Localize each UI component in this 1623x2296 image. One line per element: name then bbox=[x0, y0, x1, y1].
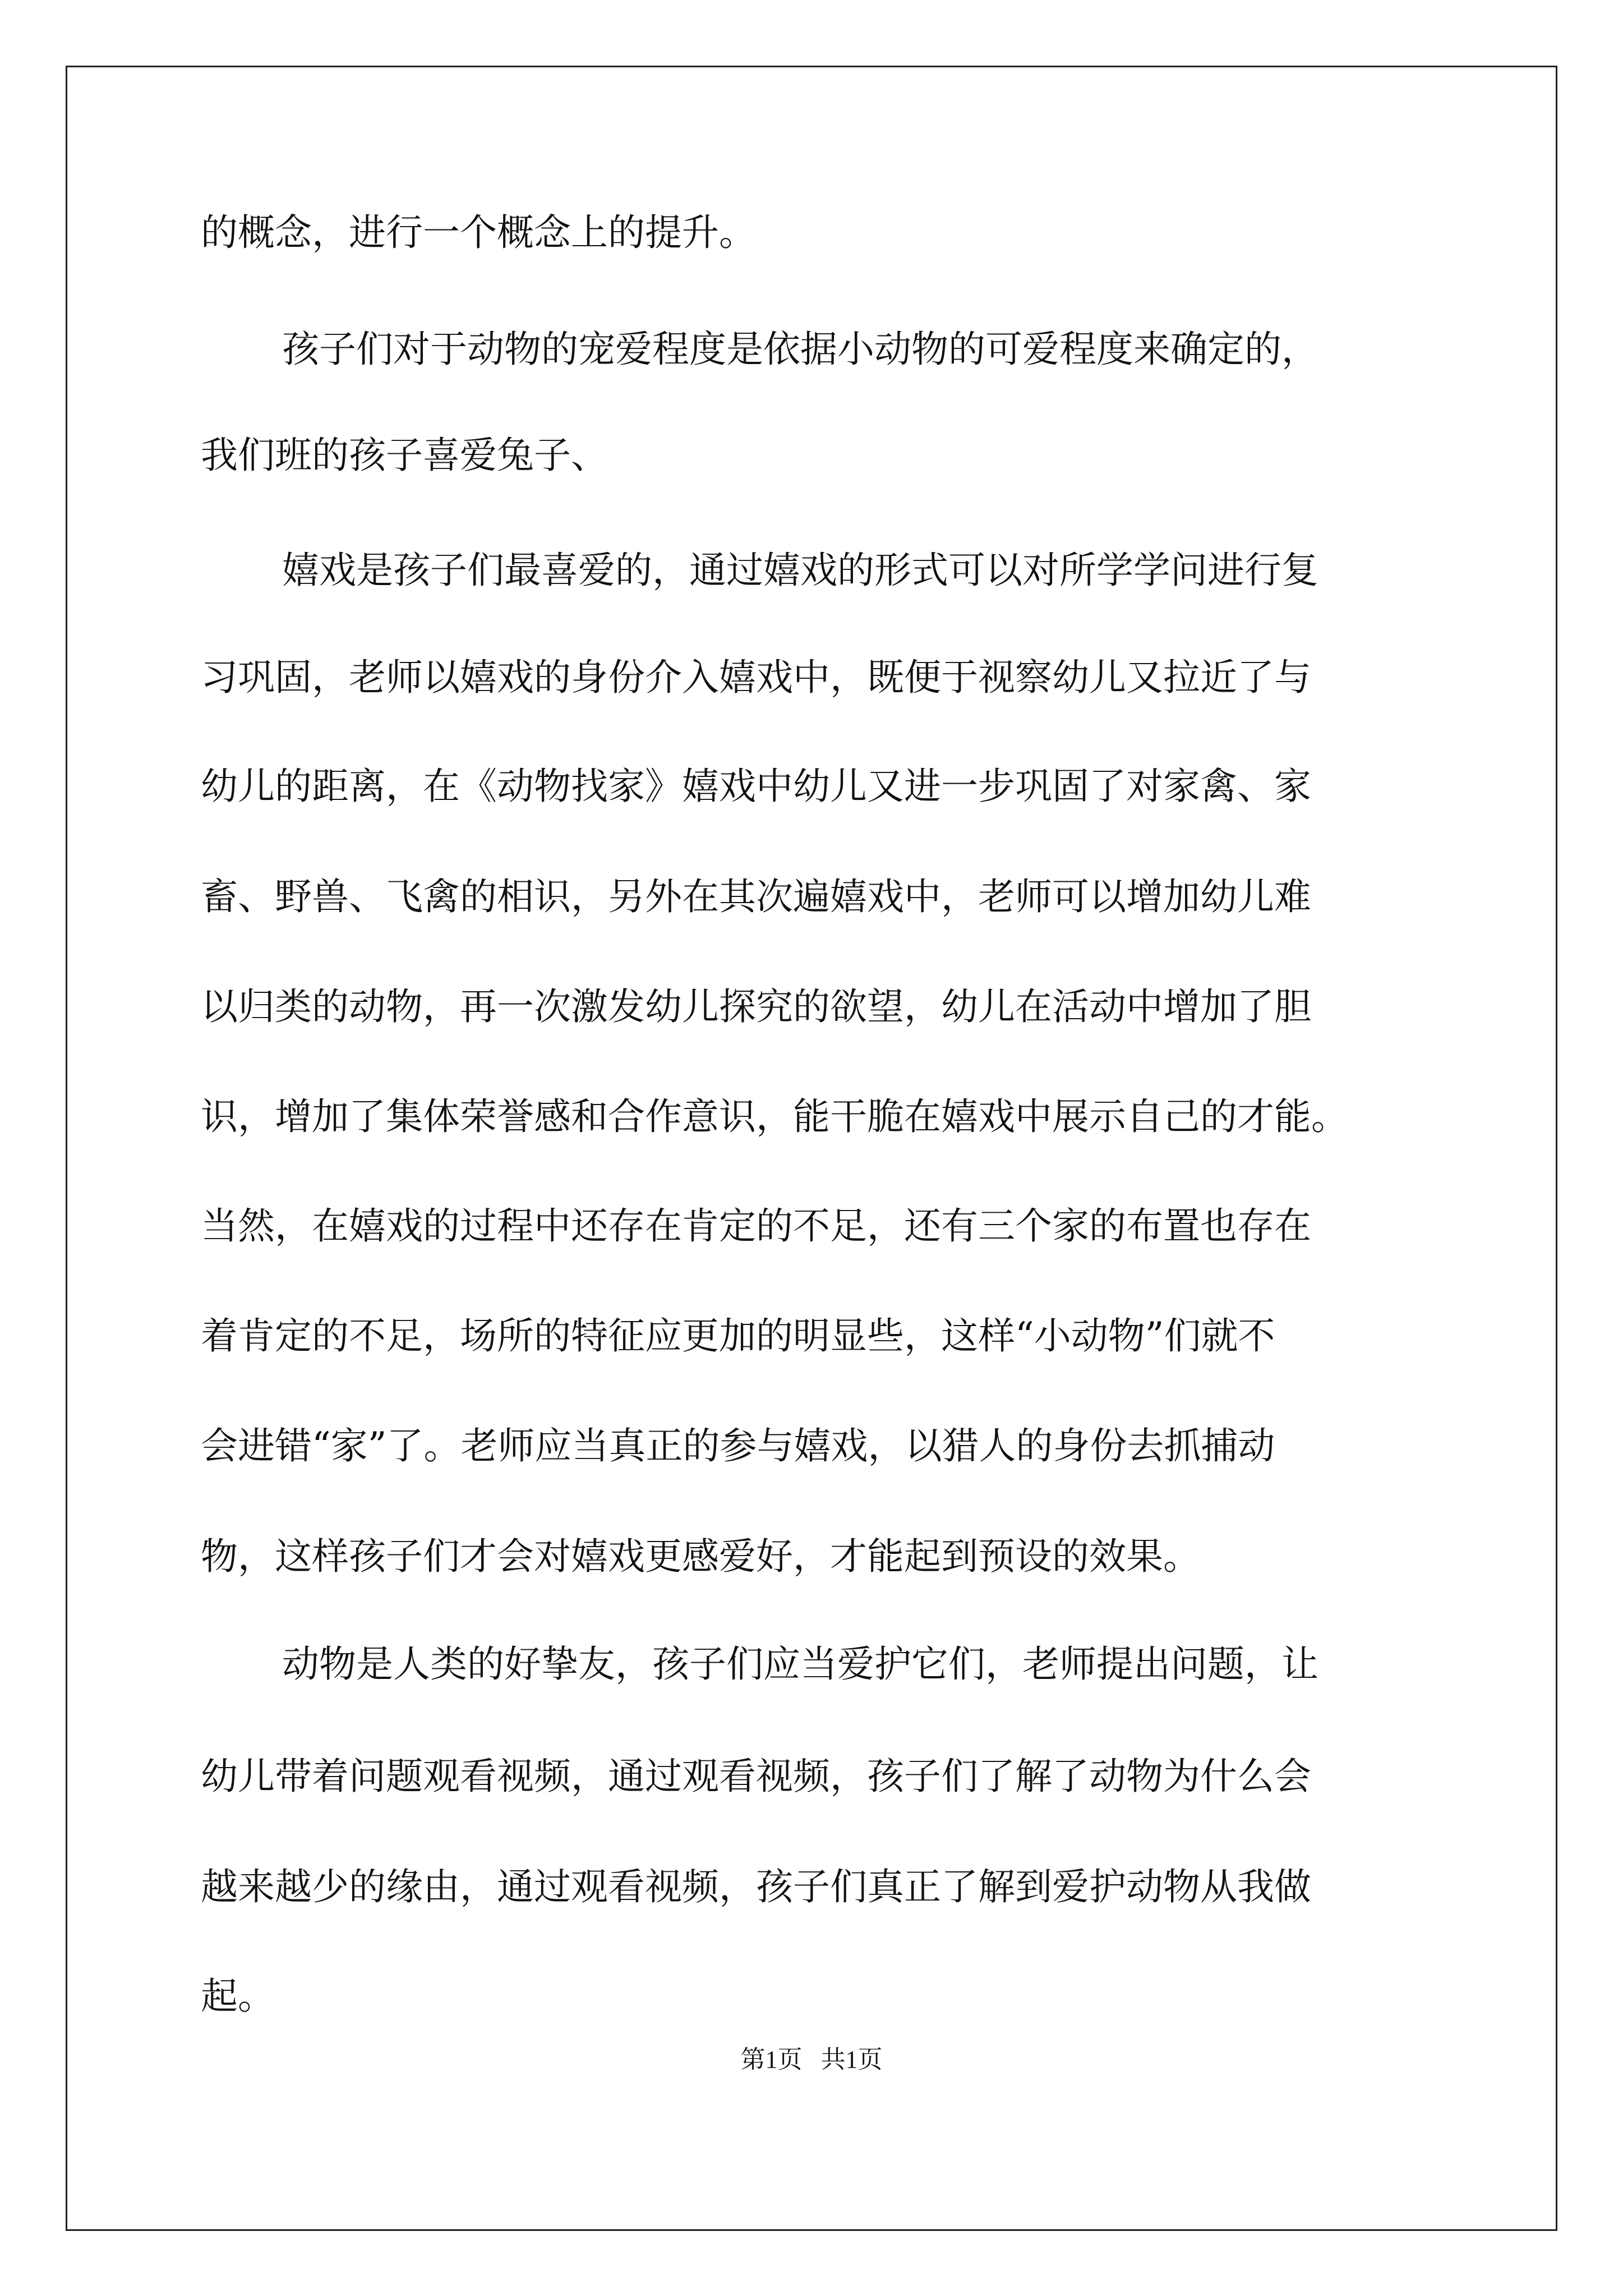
paragraph-first-line: 孩子们对于动物的宠爱程度是依据小动物的可爱程度来确定的， bbox=[282, 328, 1318, 371]
text-line: 的概念，进行一个概念上的提升。 bbox=[201, 211, 756, 254]
text-line: 幼儿带着问题观看视频，通过观看视频，孩子们了解了动物为什么会 bbox=[201, 1755, 1311, 1798]
text-line: 畜、野兽、飞禽的相识，另外在其次遍嬉戏中，老师可以增加幼儿难 bbox=[201, 875, 1311, 918]
text-line: 幼儿的距离，在《动物找家》嬉戏中幼儿又进一步巩固了对家禽、家 bbox=[201, 765, 1311, 808]
text-line: 当然，在嬉戏的过程中还存在肯定的不足，还有三个家的布置也存在 bbox=[201, 1204, 1311, 1248]
text-line: 物，这样孩子们才会对嬉戏更感爱好，才能起到预设的效果。 bbox=[201, 1535, 1200, 1578]
text-line: 以归类的动物，再一次激发幼儿探究的欲望，幼儿在活动中增加了胆 bbox=[201, 985, 1311, 1028]
page-number-footer: 第1页 共1页 bbox=[740, 2046, 883, 2073]
text-line: 起。 bbox=[201, 1975, 275, 2018]
text-line: 会进错“家”了。老师应当真正的参与嬉戏，以猎人的身份去抓捕动 bbox=[201, 1424, 1275, 1467]
paragraph-first-line: 动物是人类的好挚友，孩子们应当爱护它们，老师提出问题，让 bbox=[282, 1642, 1318, 1686]
text-line: 识，增加了集体荣誉感和合作意识，能干脆在嬉戏中展示自己的才能。 bbox=[201, 1095, 1348, 1138]
paragraph-first-line: 嬉戏是孩子们最喜爱的，通过嬉戏的形式可以对所学学问进行复 bbox=[282, 549, 1318, 592]
text-line: 着肯定的不足，场所的特征应更加的明显些，这样“小动物”们就不 bbox=[201, 1314, 1275, 1358]
text-line: 我们班的孩子喜爱兔子、 bbox=[201, 434, 608, 477]
text-line: 习巩固，老师以嬉戏的身份介入嬉戏中，既便于视察幼儿又拉近了与 bbox=[201, 656, 1311, 699]
text-line: 越来越少的缘由，通过观看视频，孩子们真正了解到爱护动物从我做 bbox=[201, 1865, 1311, 1908]
